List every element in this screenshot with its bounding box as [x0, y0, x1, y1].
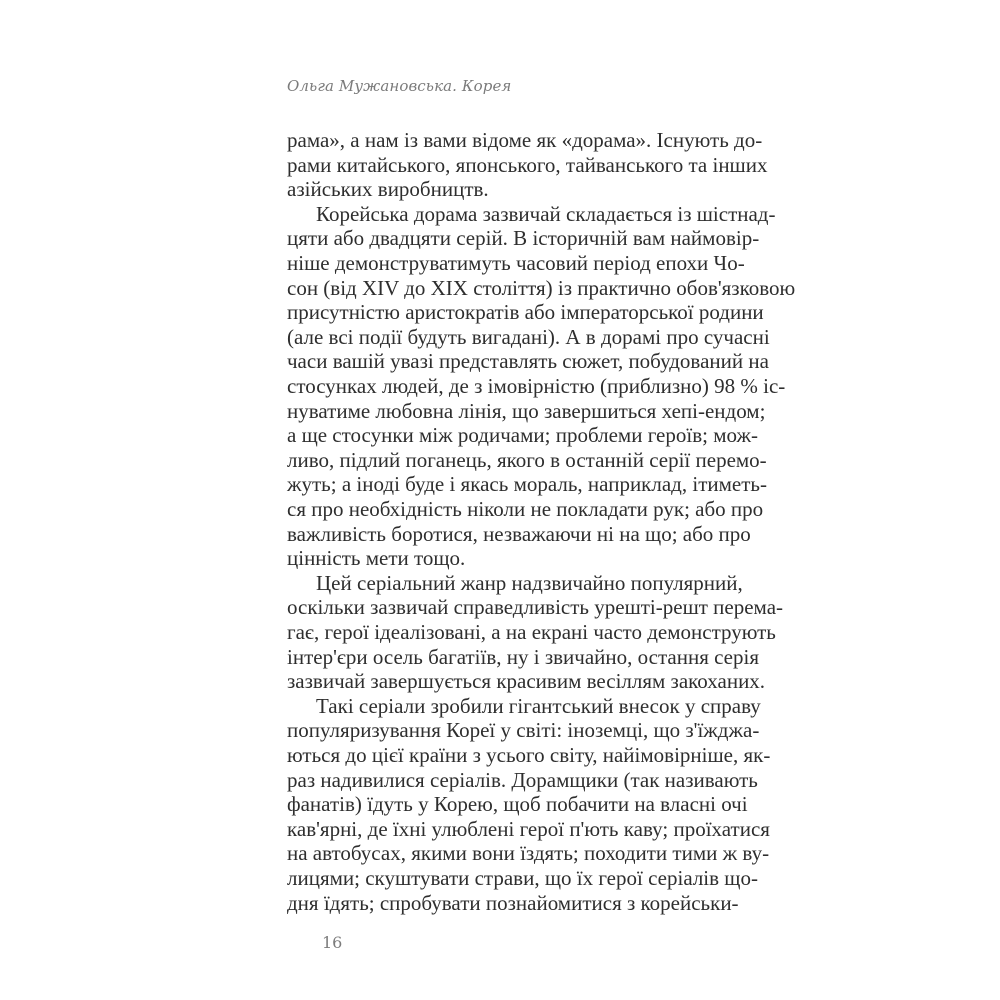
text-line: ливо, підлий поганець, якого в останній серії перемо- — [287, 447, 767, 472]
text-line: дня їдять; спробувати познайомитися з корейськи- — [287, 890, 739, 915]
text-line: лицями; скуштувати страви, що їх герої серіалів що- — [287, 866, 758, 890]
text-line: оскільки зазвичай справедливість урешті-решт перема- — [287, 595, 784, 620]
page-number: 16 — [322, 933, 343, 952]
text-line: а ще стосунки між родичами; проблеми героїв; мож- — [287, 423, 758, 448]
text-line: цінність мети тощо. — [287, 546, 466, 571]
text-line: ються до цієї країни з усього світу, найімовірніше, як- — [287, 743, 771, 767]
text-line: рами китайського, японського, тайванського та інших — [287, 152, 768, 177]
text-line: раз надивилися серіалів. Дорамщики (так називають — [287, 767, 758, 792]
text-line: фанатів) їдуть у Корею, щоб побачити на власні очі — [287, 792, 748, 817]
text-line: гає, герої ідеалізовані, а на екрані часто демонструють — [287, 620, 776, 644]
text-line: азійських виробництв. — [287, 177, 489, 202]
text-line: зазвичай завершується красивим весіллям закоханих. — [287, 669, 766, 694]
text-line: кав'ярні, де їхні улюблені герої п'ють каву; проїхатися — [287, 816, 770, 841]
text-line: жуть; а іноді буде і якась мораль, наприклад, ітиметь- — [287, 472, 767, 497]
text-line: нуватиме любовна лінія, що завершиться хепі-ендом; — [287, 398, 766, 423]
text-line: часи вашій увазі представлять сюжет, побудований на — [287, 349, 769, 374]
text-line: ніше демонструватимуть часовий період епохи Чо- — [287, 251, 745, 275]
text-line: важливість боротися, незважаючи ні на що; або про — [287, 521, 751, 546]
text-line: сон (від XIV до XIX століття) із практично обов'язковою — [287, 275, 796, 300]
text-line: (але всі події будуть вигадані). А в дорамі про сучасні — [287, 324, 770, 349]
text-line: інтер'єри осель багатіїв, ну і звичайно, остання серія — [287, 644, 759, 669]
text-line: цяти або двадцяти серій. В історичній вам наймовір- — [287, 226, 760, 251]
text-line: Корейська дорама зазвичай складається із шістнад- — [316, 201, 776, 226]
text-line: присутністю аристократів або імператорської родини — [287, 300, 764, 325]
text-line: на автобусах, якими вони їздять; походити тими ж ву- — [287, 841, 770, 866]
text-line: ся про необхідність ніколи не покладати рук; або про — [287, 497, 764, 521]
text-line: Цей серіальний жанр надзвичайно популярний, — [316, 570, 743, 595]
running-header: Ольга Мужановська. Корея — [287, 77, 512, 95]
text-line: Такі серіали зробили гігантський внесок у справу — [316, 693, 761, 718]
text-line: рама», а нам із вами відоме як «дорама». Існують до- — [287, 128, 763, 152]
text-line: популяризування Кореї у світі: іноземці, що з'їжджа- — [287, 718, 760, 743]
text-line: стосунках людей, де з імовірністю (приблизно) 98 % іс- — [287, 374, 786, 398]
